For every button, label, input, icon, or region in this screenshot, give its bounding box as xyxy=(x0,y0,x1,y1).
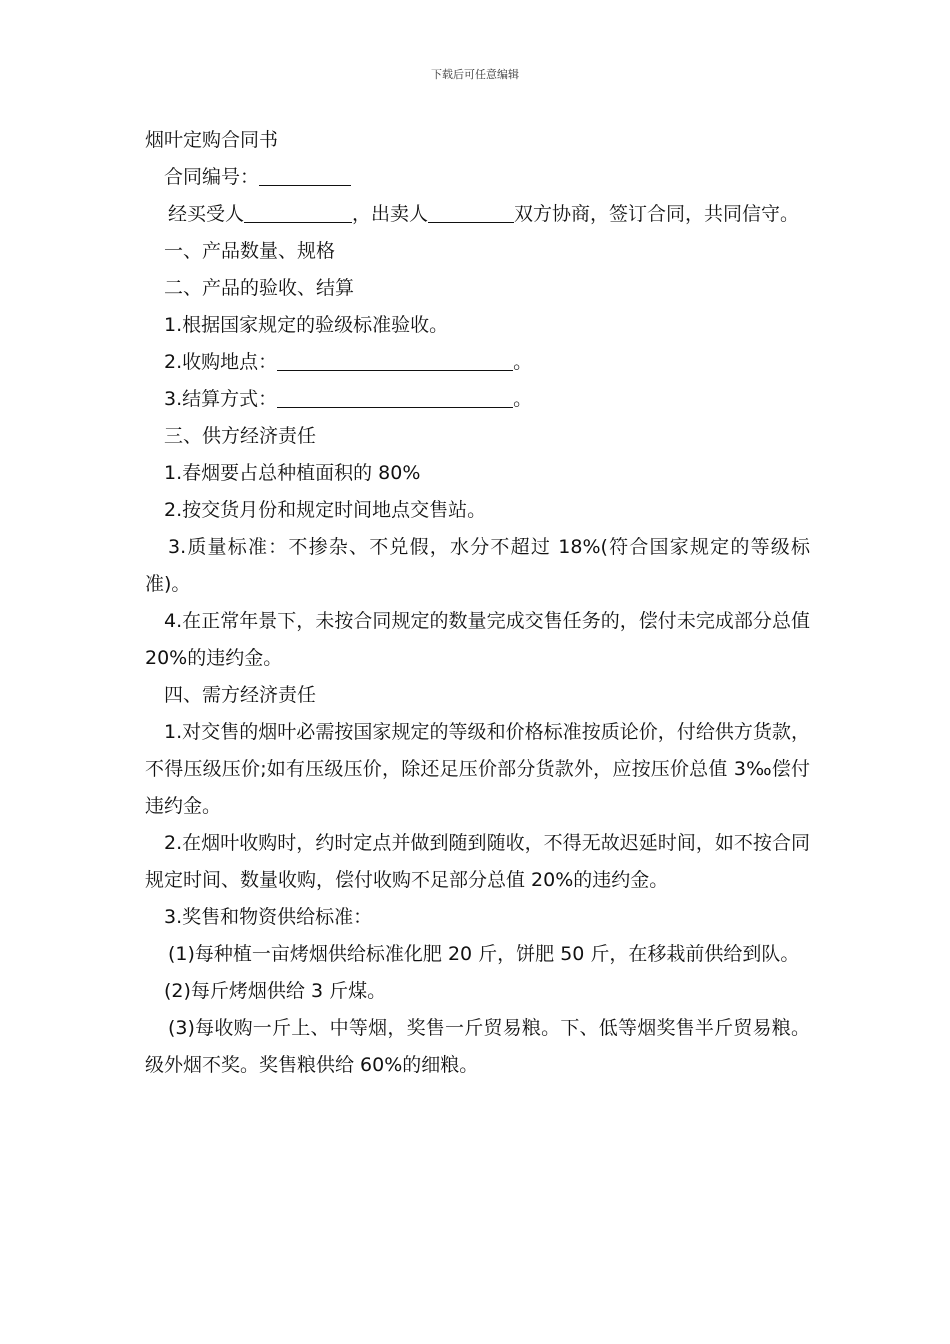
document-title: 烟叶定购合同书 xyxy=(145,129,279,151)
contract-number-line xyxy=(145,159,810,196)
section-heading-2: 二、产品的验收、结算 xyxy=(164,277,355,299)
section-heading-1: 一、产品数量、规格 xyxy=(164,240,336,262)
settlement-method-end: 。 xyxy=(513,388,533,410)
settlement-method-blank xyxy=(277,387,513,408)
document-body xyxy=(145,122,810,1084)
section-4-item-3-a: (1)每种植一亩烤烟供给标准化肥 20 斤，饼肥 50 斤，在移栽前供给到队。 xyxy=(168,943,800,965)
section-2-item-2 xyxy=(145,344,810,381)
collection-place-end: 。 xyxy=(513,351,533,373)
page-header-note: 下载后可任意编辑 xyxy=(431,68,519,81)
section-2-item-3 xyxy=(145,381,810,418)
section-3-item-1: 1.春烟要占总种植面积的 80% xyxy=(164,462,421,484)
section-4-item-1: 1.对交售的烟叶必需按国家规定的等级和价格标准按质论价，付给供方货款，不得压级压价;如有压级压价，除还足压价部分货款外，应按压价总值 3‰偿付违约金。 xyxy=(145,721,810,817)
section-3-item-2: 2.按交货月份和规定时间地点交售站。 xyxy=(164,499,487,521)
settlement-method-label: 3.结算方式： xyxy=(164,388,278,410)
buyer-label: 经买受人 xyxy=(168,203,245,225)
section-4-item-3: 3.奖售和物资供给标准： xyxy=(164,906,373,928)
parties-tail: 双方协商，签订合同，共同信守。 xyxy=(514,203,800,225)
section-3-item-4: 4.在正常年景下，未按合同规定的数量完成交售任务的，偿付未完成部分总值 20%的违约金。 xyxy=(145,610,810,669)
contract-number-label: 合同编号： xyxy=(164,166,260,188)
buyer-blank xyxy=(244,202,352,223)
section-4-item-3-b: (2)每斤烤烟供给 3 斤煤。 xyxy=(164,980,387,1002)
seller-label: ，出卖人 xyxy=(352,203,429,225)
section-heading-4: 四、需方经济责任 xyxy=(164,684,317,706)
section-3-item-3: 3.质量标准：不掺杂、不兑假，水分不超过 18%(符合国家规定的等级标准)。 xyxy=(145,536,810,595)
section-2-item-1: 1.根据国家规定的验级标准验收。 xyxy=(164,314,449,336)
section-4-item-3-c: (3)每收购一斤上、中等烟，奖售一斤贸易粮。下、低等烟奖售半斤贸易粮。级外烟不奖。奖售粮供给 60%的细粮。 xyxy=(145,1017,810,1076)
seller-blank xyxy=(428,202,514,223)
section-4-item-2: 2.在烟叶收购时，约时定点并做到随到随收，不得无故迟延时间，如不按合同规定时间、数量收购，偿付收购不足部分总值 20%的违约金。 xyxy=(145,832,810,891)
collection-place-label: 2.收购地点： xyxy=(164,351,278,373)
section-heading-3: 三、供方经济责任 xyxy=(164,425,317,447)
contract-number-blank xyxy=(259,165,351,186)
parties-paragraph xyxy=(145,196,810,233)
collection-place-blank xyxy=(277,350,513,371)
